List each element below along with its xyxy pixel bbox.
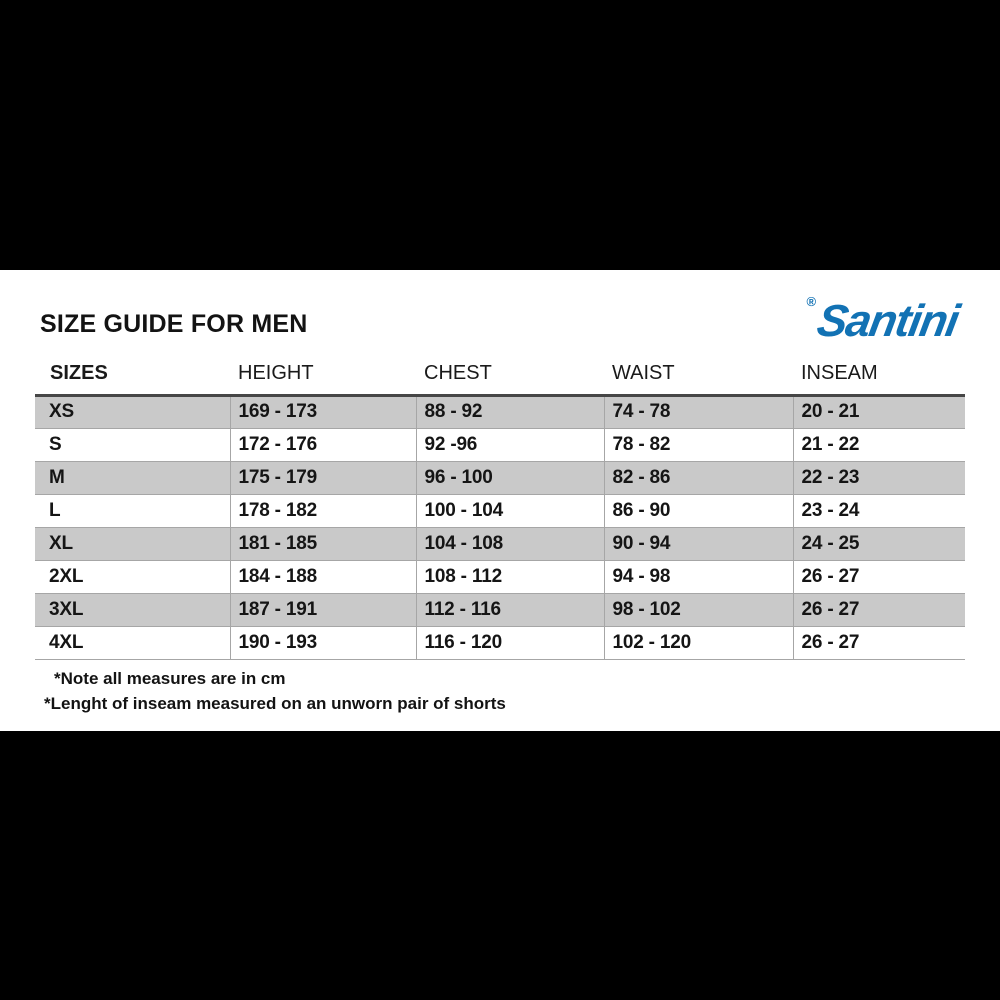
chest-cell: 108 - 112: [416, 560, 604, 593]
santini-logo: [804, 294, 963, 346]
top-black-bar: [0, 0, 1000, 270]
size-label: 2XL: [49, 565, 84, 587]
waist-cell: 94 - 98: [604, 560, 793, 593]
bottom-black-bar: [0, 731, 1000, 1000]
size-label: L: [49, 499, 61, 521]
inseam-cell: 20 - 21: [793, 395, 965, 428]
waist-cell: 78 - 82: [604, 428, 793, 461]
column-header-waist: WAIST: [612, 362, 675, 385]
page-title: SIZE GUIDE FOR MEN: [40, 310, 308, 338]
size-guide-table: [35, 358, 965, 660]
size-guide-panel: [0, 270, 1000, 731]
registered-trademark-icon: ®: [806, 294, 817, 309]
table-row-s: [35, 428, 965, 461]
chest-cell: 100 - 104: [416, 494, 604, 527]
waist-cell: 74 - 78: [604, 395, 793, 428]
height-cell: 184 - 188: [230, 560, 416, 593]
inseam-cell: 24 - 25: [793, 527, 965, 560]
table-body: [35, 395, 965, 659]
column-header-inseam: INSEAM: [801, 362, 878, 385]
footnotes: [44, 666, 1000, 716]
chest-cell: 88 - 92: [416, 395, 604, 428]
chest-cell: 116 - 120: [416, 626, 604, 659]
size-label: M: [49, 466, 65, 488]
chest-cell: 104 - 108: [416, 527, 604, 560]
height-cell: 172 - 176: [230, 428, 416, 461]
height-cell: 190 - 193: [230, 626, 416, 659]
column-header-height: HEIGHT: [238, 362, 314, 385]
table-row-2xl: [35, 560, 965, 593]
santini-logo-text: Santini: [813, 295, 963, 346]
height-cell: 187 - 191: [230, 593, 416, 626]
chest-cell: 96 - 100: [416, 461, 604, 494]
waist-cell: 82 - 86: [604, 461, 793, 494]
size-label: 3XL: [49, 598, 84, 620]
chest-cell: 112 - 116: [416, 593, 604, 626]
size-label: S: [49, 433, 62, 455]
height-cell: 175 - 179: [230, 461, 416, 494]
table-row-3xl: [35, 593, 965, 626]
inseam-cell: 22 - 23: [793, 461, 965, 494]
height-cell: 181 - 185: [230, 527, 416, 560]
footnote-inseam: *Lenght of inseam measured on an unworn pair of shorts: [44, 693, 506, 713]
height-cell: 169 - 173: [230, 395, 416, 428]
height-cell: 178 - 182: [230, 494, 416, 527]
waist-cell: 98 - 102: [604, 593, 793, 626]
table-row-xl: [35, 527, 965, 560]
waist-cell: 90 - 94: [604, 527, 793, 560]
column-header-chest: CHEST: [424, 362, 492, 385]
table-header: [35, 358, 965, 395]
table-row-4xl: [35, 626, 965, 659]
inseam-cell: 23 - 24: [793, 494, 965, 527]
inseam-cell: 26 - 27: [793, 626, 965, 659]
footnote-measures-cm: *Note all measures are in cm: [54, 668, 286, 688]
panel-header: [0, 270, 1000, 358]
size-label: XL: [49, 532, 73, 554]
waist-cell: 86 - 90: [604, 494, 793, 527]
size-label: 4XL: [49, 631, 84, 653]
size-label: XS: [49, 401, 74, 422]
inseam-cell: 26 - 27: [793, 593, 965, 626]
column-header-sizes: SIZES: [50, 362, 108, 385]
table-row-l: [35, 494, 965, 527]
chest-cell: 92 -96: [416, 428, 604, 461]
table-row-m: [35, 461, 965, 494]
header-row: [35, 358, 965, 395]
waist-cell: 102 - 120: [604, 626, 793, 659]
inseam-cell: 21 - 22: [793, 428, 965, 461]
inseam-cell: 26 - 27: [793, 560, 965, 593]
table-row-xs: [35, 395, 965, 428]
